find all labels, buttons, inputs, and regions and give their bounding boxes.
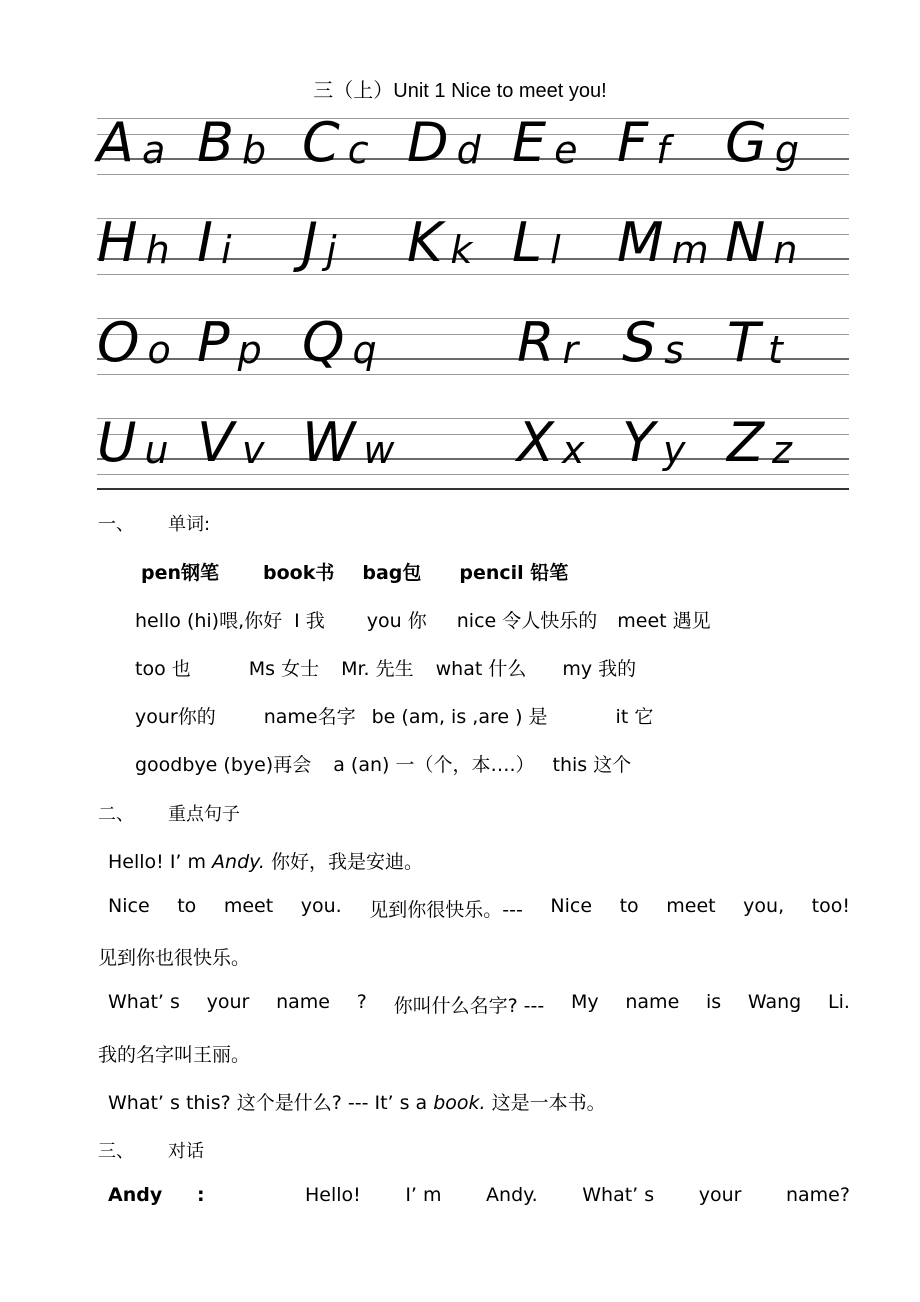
uppercase-letter: W [302,411,358,474]
letter-pair [302,212,337,274]
word: is [706,991,722,1013]
alphabet-row [97,312,849,374]
vocab-item: a (an) 一（个，本….） [333,754,535,776]
letter-pair [622,412,686,474]
sentence-4 [108,1088,606,1115]
lowercase-letter: v [241,428,265,472]
sentence-3-continued: 我的名字叫王丽。 [98,1044,251,1066]
sentence-name: Andy. [212,851,265,873]
letter-pair [97,212,170,274]
lowercase-letter: n [773,228,798,272]
letter-pair [97,412,169,474]
letter-pair [727,412,792,474]
word: Wang [747,991,802,1013]
word: ? [356,991,367,1013]
letter-pair [617,212,709,274]
word: What’ s [582,1184,655,1206]
lowercase-letter: z [772,428,792,472]
letter-pair [197,212,232,274]
word: Hello! [305,1184,361,1206]
uppercase-letter: Z [727,411,766,474]
uppercase-letter: N [725,211,768,274]
letter-pair [407,212,472,274]
lowercase-letter: p [237,328,262,372]
dialogue-speaker: Andy [108,1184,163,1206]
letter-pair [517,312,578,374]
lowercase-letter: f [656,128,670,172]
sentence-word: book. [433,1092,486,1114]
letter-pair [725,212,798,274]
lowercase-letter: m [671,228,709,272]
word: Nice [108,895,150,917]
vocab-item: it 它 [615,706,654,728]
vocab-item: meet 遇见 [617,610,711,632]
lowercase-letter: l [550,228,561,272]
lowercase-letter: e [554,128,578,172]
uppercase-letter: C [302,111,342,174]
page-title: 三（上）Unit 1 Nice to meet you! [313,80,607,102]
uppercase-letter: R [517,311,557,374]
uppercase-letter: V [197,411,236,474]
uppercase-letter: K [407,211,445,274]
vocab-item: I 我 [294,610,325,632]
lowercase-letter: i [220,228,232,272]
vocab-item: book书 [263,562,335,584]
word: you, [743,895,785,917]
sentence-3 [108,991,850,1018]
ruled-line [97,274,849,275]
ruled-line [97,374,849,375]
vocab-item: name名字 [263,706,356,728]
lowercase-letter: o [147,328,171,372]
word: My [571,991,599,1013]
lowercase-letter: r [562,328,579,372]
section3-number: 三、 [98,1141,134,1162]
word: your [698,1184,742,1206]
lowercase-letter: y [663,428,686,472]
section1-title: 单词: [168,514,211,535]
letter-pair [512,212,561,274]
letter-pair [617,112,669,174]
uppercase-letter: H [97,211,140,274]
word: name? [785,1184,850,1206]
uppercase-letter: P [197,311,232,374]
uppercase-letter: J [302,211,320,274]
vocab-item: pencil 铅笔 [459,562,569,584]
word: to [619,895,639,917]
letter-pair [197,412,264,474]
uppercase-letter: I [197,211,215,274]
lowercase-letter: w [363,428,395,472]
lowercase-letter: u [144,428,169,472]
vocab-row-2 [135,606,711,633]
sentence-2-continued: 见到你也很快乐。 [98,947,251,969]
sentence-text: Hello! I’ m [108,851,213,873]
vocab-item: too 也 [135,658,191,680]
vocab-item: my 我的 [562,658,637,680]
vocab-item: goodbye (bye)再会 [135,754,312,776]
vocab-item: hello (hi)喂,你好 [135,610,283,632]
vocab-item: this 这个 [552,754,632,776]
vocab-row-1 [141,558,568,585]
vocab-item: what 什么 [435,658,527,680]
lowercase-letter: b [242,128,267,172]
uppercase-letter: B [197,111,237,174]
alphabet-row [97,112,849,174]
lowercase-letter: s [664,328,685,372]
lowercase-letter: t [768,328,783,372]
word: to [177,895,197,917]
section2-heading [98,800,240,826]
sentence-translation: 你好，我是安迪。 [264,851,424,873]
word: meet [223,895,274,917]
uppercase-letter: X [517,411,556,474]
word: Nice [550,895,593,917]
lowercase-letter: k [450,228,473,272]
letter-pair [302,112,369,174]
lowercase-letter: c [347,128,369,172]
letter-pair [517,412,585,474]
letter-pair [622,312,684,374]
letter-pair [197,312,262,374]
uppercase-letter: Q [302,311,347,374]
lowercase-letter: x [562,428,585,472]
vocab-item: you 你 [366,610,427,632]
section2-title: 重点句子 [168,804,240,825]
uppercase-letter: S [622,311,659,374]
section1-heading [98,510,210,536]
word: your [206,991,250,1013]
word: you. [300,895,342,917]
vocab-item: be (am, is ,are ) 是 [371,706,548,728]
uppercase-letter: A [97,111,136,174]
word: 见到你很快乐。--- [369,899,523,921]
vocab-item: pen钢笔 [141,562,220,584]
lowercase-letter: d [456,128,481,172]
sentence-2 [108,895,850,922]
ruled-line [97,174,849,175]
dialogue-colon: : [197,1184,205,1206]
word: Li. [827,991,850,1013]
vocab-item: your你的 [135,706,216,728]
lowercase-letter: h [145,228,170,272]
section1-number: 一、 [98,514,134,535]
letter-pair [97,112,165,174]
vocab-item: Ms 女士 [248,658,320,680]
vocab-item: bag包 [362,562,422,584]
letter-pair [197,112,266,174]
uppercase-letter: G [725,111,769,174]
vocab-item: Mr. 先生 [341,658,414,680]
vocab-item: nice 令人快乐的 [456,610,598,632]
sentence-1 [108,847,423,874]
alphabet-row [97,212,849,274]
word: too! [811,895,850,917]
word: What’ s [108,991,180,1013]
letter-pair [725,112,799,174]
sentence-translation: 这是一本书。 [485,1092,606,1114]
lowercase-letter: q [352,328,377,372]
word: I’ m [405,1184,442,1206]
uppercase-letter: E [512,111,549,174]
letter-pair [512,112,578,174]
letter-pair [97,312,171,374]
letter-pair [727,312,783,374]
uppercase-letter: O [97,311,142,374]
ruled-line [97,474,849,475]
uppercase-letter: Y [622,411,657,474]
lowercase-letter: g [774,128,799,172]
vocab-row-5 [135,750,631,777]
word: Andy. [486,1184,538,1206]
dialogue-line-1 [305,1184,850,1206]
uppercase-letter: M [617,211,666,274]
uppercase-letter: D [407,111,451,174]
word: 你叫什么名字? --- [393,995,545,1017]
word: name [276,991,330,1013]
uppercase-letter: L [512,211,545,274]
lowercase-letter: j [325,228,337,272]
word: meet [666,895,716,917]
uppercase-letter: T [727,311,762,374]
section3-title: 对话 [168,1141,204,1162]
letter-pair [407,112,481,174]
section2-number: 二、 [98,804,134,825]
uppercase-letter: U [97,411,139,474]
letter-pair [302,412,395,474]
letter-pair [302,312,377,374]
alphabet-bottom-rule [97,488,849,490]
vocab-row-3 [135,654,636,681]
vocab-row-4 [135,702,653,729]
lowercase-letter: a [141,128,166,172]
word: name [625,991,680,1013]
sentence-text: What’ s this? 这个是什么? --- It’ s a [108,1092,434,1114]
alphabet-row [97,412,849,474]
section3-heading [98,1137,204,1163]
uppercase-letter: F [617,111,651,174]
